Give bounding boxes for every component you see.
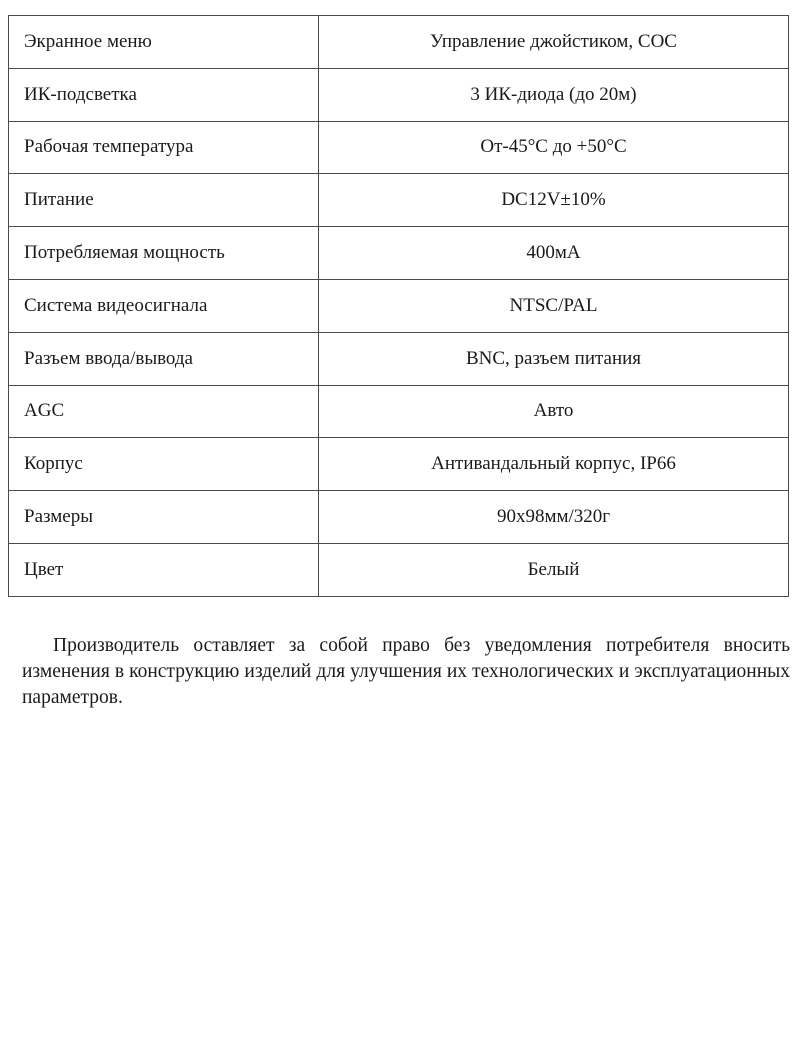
table-row	[9, 68, 789, 121]
value-cell: От-45°С до +50°С	[319, 121, 789, 174]
table-row	[9, 16, 789, 69]
table-row	[9, 227, 789, 280]
value-cell: 90x98мм/320г	[319, 491, 789, 544]
value-cell: Авто	[319, 385, 789, 438]
value-cell: NTSC/PAL	[319, 279, 789, 332]
param-cell: ИК-подсветка	[9, 68, 319, 121]
value-cell: Управление джойстиком, COC	[319, 16, 789, 69]
value-cell: 400мА	[319, 227, 789, 280]
param-cell: Система видеосигнала	[9, 279, 319, 332]
table-row	[9, 543, 789, 596]
param-cell: Потребляемая мощность	[9, 227, 319, 280]
table-row	[9, 279, 789, 332]
param-cell: Экранное меню	[9, 16, 319, 69]
param-cell: Корпус	[9, 438, 319, 491]
value-cell: DC12V±10%	[319, 174, 789, 227]
specifications-table	[8, 15, 789, 597]
value-cell: 3 ИК-диода (до 20м)	[319, 68, 789, 121]
table-row	[9, 121, 789, 174]
value-cell: Белый	[319, 543, 789, 596]
manufacturer-disclaimer: Производитель оставляет за собой право без уведомления потребителя вносить изменения в конструкцию изделий для улучшения их технологических и эксплуатационных параметров.	[22, 635, 790, 708]
table-row	[9, 491, 789, 544]
table-row	[9, 385, 789, 438]
param-cell: Рабочая температура	[9, 121, 319, 174]
param-cell: Питание	[9, 174, 319, 227]
value-cell: Антивандальный корпус, IP66	[319, 438, 789, 491]
table-row	[9, 174, 789, 227]
param-cell: Разъем ввода/вывода	[9, 332, 319, 385]
param-cell: AGC	[9, 385, 319, 438]
value-cell: BNC, разъем питания	[319, 332, 789, 385]
table-row	[9, 438, 789, 491]
param-cell: Цвет	[9, 543, 319, 596]
param-cell: Размеры	[9, 491, 319, 544]
table-row	[9, 332, 789, 385]
